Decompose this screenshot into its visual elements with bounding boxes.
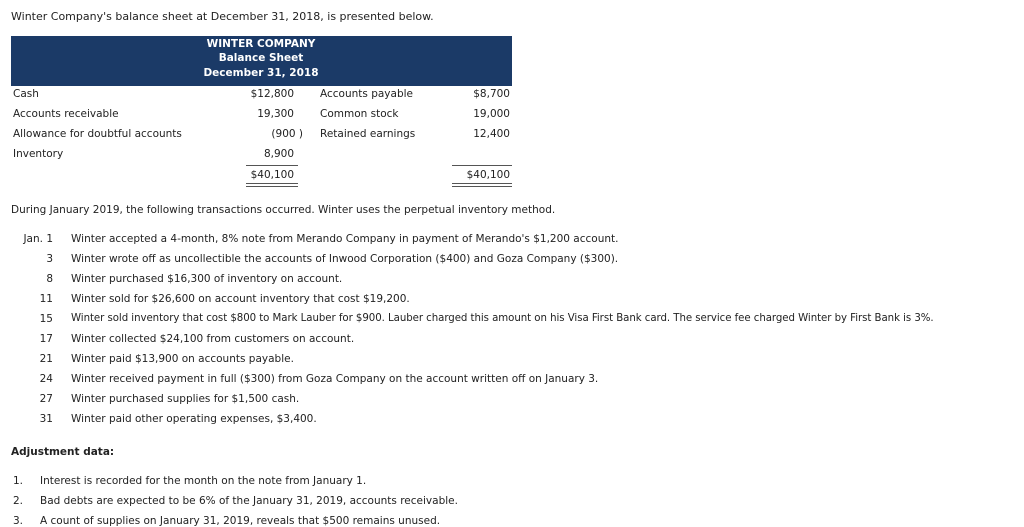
asset-label: Inventory [13, 148, 64, 160]
equity-amount: 12,400 [473, 128, 510, 140]
transaction-text: Winter paid $13,900 on accounts payable. [71, 353, 294, 365]
asset-label: Allowance for doubtful accounts [13, 128, 182, 140]
company-name: WINTER COMPANY [206, 38, 316, 50]
statement-date: December 31, 2018 [203, 67, 319, 79]
transaction-date: 24 [39, 373, 53, 385]
transaction-text: Winter collected $24,100 from customers on account. [71, 333, 355, 345]
transactions-intro: During January 2019, the following transactions occurred. Winter uses the perpetual inventory method. [11, 204, 556, 216]
transaction-date: 8 [46, 273, 53, 285]
transaction-text: Winter purchased supplies for $1,500 cash. [71, 393, 300, 405]
transaction-date: 17 [39, 333, 53, 345]
adjustment-number: 3. [13, 515, 24, 527]
transaction-date: 15 [39, 313, 53, 325]
intro-text: Winter Company's balance sheet at December 31, 2018, is presented below. [11, 10, 434, 23]
balance-sheet-header [11, 36, 512, 86]
transaction-text: Winter accepted a 4-month, 8% note from Merando Company in payment of Merando's $1,200 account. [71, 233, 619, 245]
equity-label: Retained earnings [320, 128, 416, 140]
liabilities-equity-total: $40,100 [466, 169, 510, 181]
adjustment-number: 2. [13, 495, 24, 507]
transaction-text: Winter purchased $16,300 of inventory on account. [71, 273, 343, 285]
total-double-rule [246, 183, 298, 187]
adjustment-text: Bad debts are expected to be 6% of the January 31, 2019, accounts receivable. [40, 495, 458, 507]
transaction-text: Winter sold for $26,600 on account inventory that cost $19,200. [71, 293, 410, 305]
statement-title: Balance Sheet [218, 52, 304, 64]
transaction-date: 31 [39, 413, 53, 425]
adjustment-number: 1. [13, 475, 24, 487]
asset-label: Cash [13, 88, 39, 100]
adjustment-text: Interest is recorded for the month on the note from January 1. [40, 475, 367, 487]
equity-amount: 19,000 [473, 108, 510, 120]
asset-amount: $12,800 [250, 88, 294, 100]
transaction-date: 21 [39, 353, 53, 365]
equity-label: Common stock [320, 108, 399, 120]
transaction-date: 3 [46, 253, 53, 265]
transaction-date: 11 [39, 293, 53, 305]
transaction-text: Winter paid other operating expenses, $3,400. [71, 413, 317, 425]
transaction-date: 27 [39, 393, 53, 405]
assets-total: $40,100 [250, 169, 294, 181]
transaction-text: Winter received payment in full ($300) from Goza Company on the account written off on January 3. [71, 373, 599, 385]
asset-amount: 19,300 [257, 108, 294, 120]
adjustment-text: A count of supplies on January 31, 2019, reveals that $500 remains unused. [40, 515, 441, 527]
asset-amount: (900 ) [271, 128, 303, 140]
adjustment-heading: Adjustment data: [11, 446, 115, 458]
transaction-text: Winter sold inventory that cost $800 to Mark Lauber for $900. Lauber charged this amount on his Visa First Bank card. The service fee charged Winter by First Bank is 3%. [71, 313, 934, 324]
transaction-date: Jan. 1 [23, 233, 53, 245]
asset-label: Accounts receivable [13, 108, 119, 120]
subtotal-rule [246, 165, 298, 166]
asset-amount: 8,900 [263, 148, 294, 160]
transaction-text: Winter wrote off as uncollectible the accounts of Inwood Corporation ($400) and Goza Company ($300). [71, 253, 619, 265]
liability-label: Accounts payable [320, 88, 413, 100]
total-double-rule [452, 183, 512, 187]
subtotal-rule [452, 165, 512, 166]
liability-amount: $8,700 [473, 88, 510, 100]
